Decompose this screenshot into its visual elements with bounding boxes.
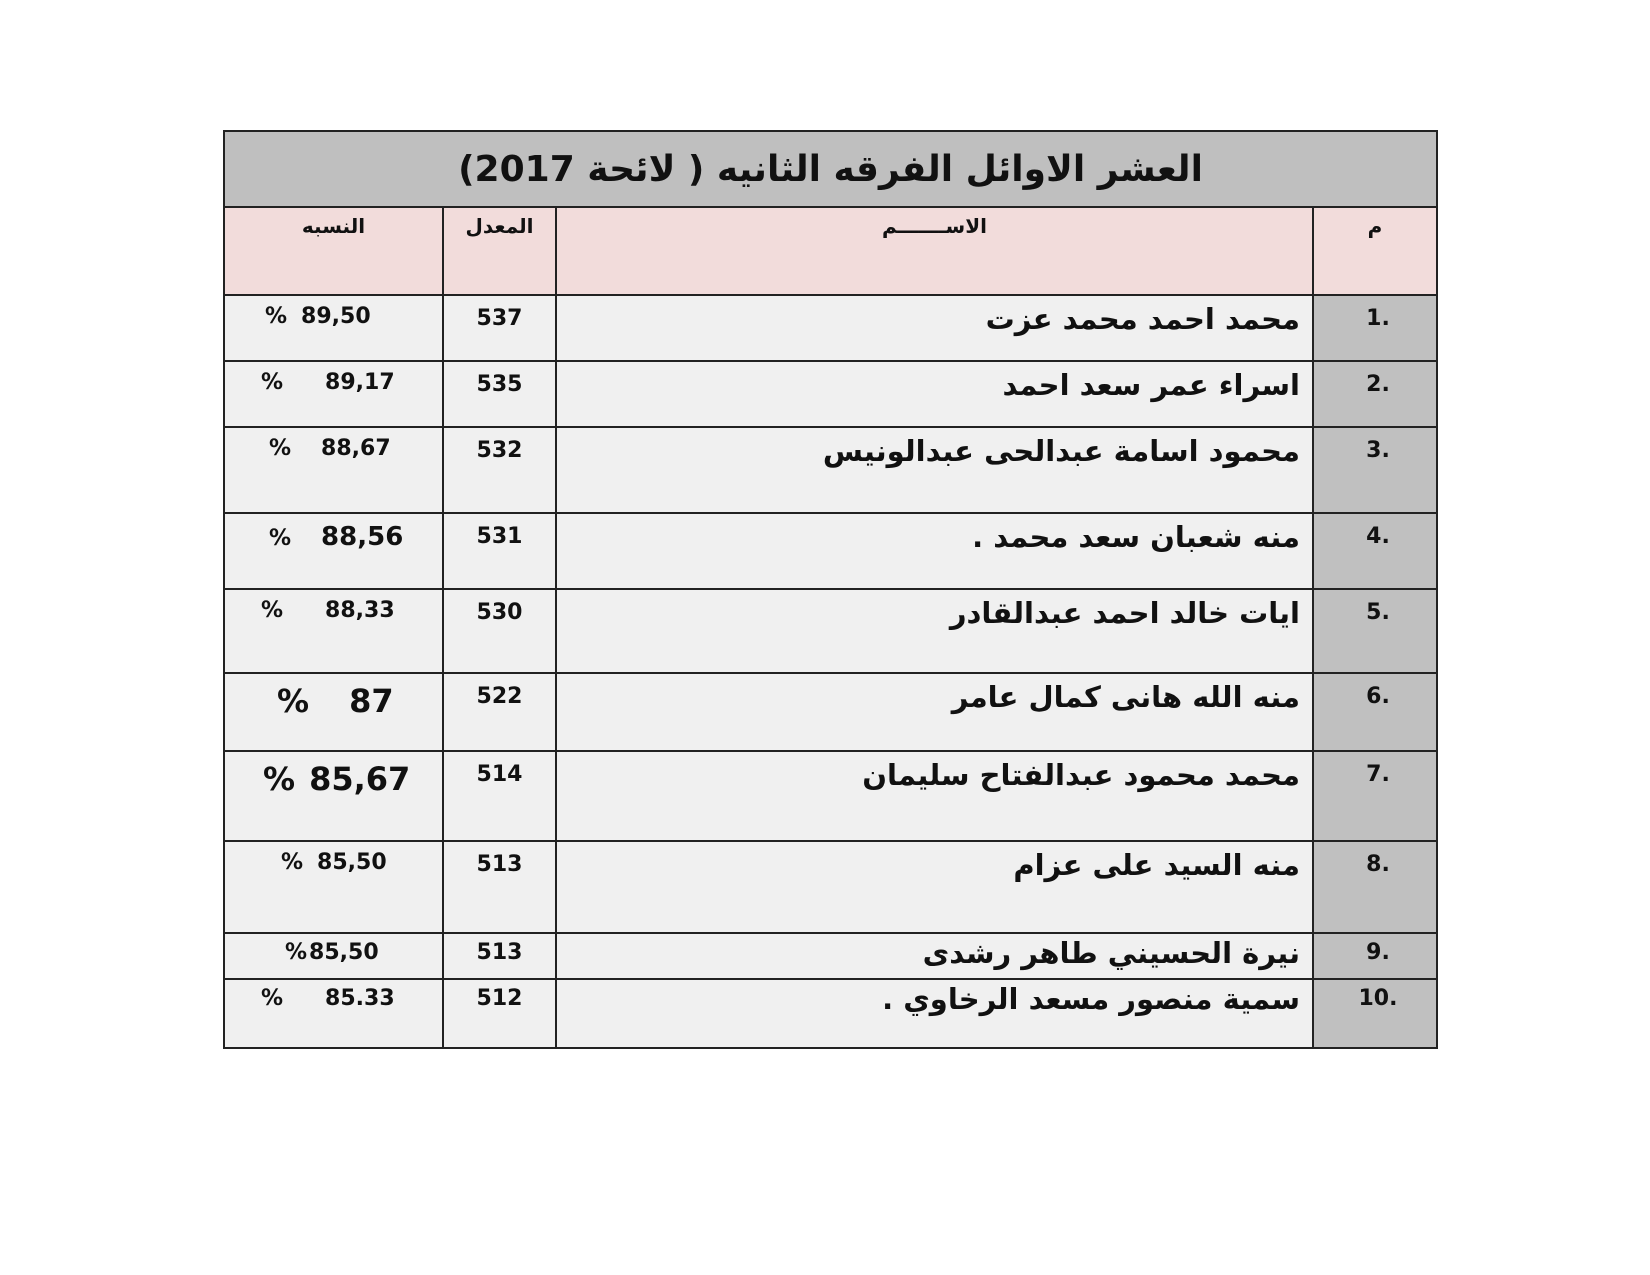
- student-name: منه شعبان سعد محمد .: [556, 513, 1313, 589]
- table-row: [225, 673, 1436, 751]
- rank-cell: 10.: [1313, 979, 1436, 1047]
- percent-cell: % 87: [225, 673, 443, 751]
- table-row: [225, 427, 1436, 513]
- header-num: م: [1313, 208, 1436, 295]
- rank-cell: 5.: [1313, 589, 1436, 673]
- rank-cell: 8.: [1313, 841, 1436, 933]
- rank-cell: 7.: [1313, 751, 1436, 841]
- table-row: [225, 751, 1436, 841]
- header-avg: المعدل: [443, 208, 556, 295]
- student-name: محمد احمد محمد عزت: [556, 295, 1313, 361]
- rank-cell: 9.: [1313, 933, 1436, 979]
- student-name: منه الله هانى كمال عامر: [556, 673, 1313, 751]
- header-pct: النسبه: [225, 208, 443, 295]
- rank-cell: 6.: [1313, 673, 1436, 751]
- table-row: [225, 513, 1436, 589]
- score-cell: 537: [443, 295, 556, 361]
- score-cell: 532: [443, 427, 556, 513]
- score-cell: 513: [443, 841, 556, 933]
- student-name: اسراء عمر سعد احمد: [556, 361, 1313, 427]
- score-cell: 535: [443, 361, 556, 427]
- rank-cell: 1.: [1313, 295, 1436, 361]
- score-cell: 522: [443, 673, 556, 751]
- student-name: سمية منصور مسعد الرخاوي .: [556, 979, 1313, 1047]
- table-row: [225, 841, 1436, 933]
- student-name: محمد محمود عبدالفتاح سليمان: [556, 751, 1313, 841]
- percent-cell: % 88,33: [225, 589, 443, 673]
- table-row: [225, 295, 1436, 361]
- header-name: الاســـــــم: [556, 208, 1313, 295]
- table-row: [225, 361, 1436, 427]
- percent-cell: % 89,17: [225, 361, 443, 427]
- table-title: العشر الاوائل الفرقه الثانيه ( لائحة 2017): [225, 132, 1436, 208]
- header-row: [225, 208, 1436, 295]
- percent-cell: %85,50: [225, 933, 443, 979]
- percent-cell: % 85,67: [225, 751, 443, 841]
- student-name: ايات خالد احمد عبدالقادر: [556, 589, 1313, 673]
- rank-cell: 2.: [1313, 361, 1436, 427]
- table-row: [225, 589, 1436, 673]
- score-cell: 512: [443, 979, 556, 1047]
- student-name: محمود اسامة عبدالحى عبدالونيس: [556, 427, 1313, 513]
- percent-cell: % 88,56: [225, 513, 443, 589]
- rank-cell: 4.: [1313, 513, 1436, 589]
- table-row: [225, 979, 1436, 1047]
- percent-cell: % 89,50: [225, 295, 443, 361]
- rank-cell: 3.: [1313, 427, 1436, 513]
- score-cell: 531: [443, 513, 556, 589]
- student-name: نيرة الحسيني طاهر رشدى: [556, 933, 1313, 979]
- score-cell: 513: [443, 933, 556, 979]
- score-cell: 530: [443, 589, 556, 673]
- ranking-table: [225, 208, 1436, 1047]
- percent-cell: % 85.33: [225, 979, 443, 1047]
- percent-cell: % 85,50: [225, 841, 443, 933]
- score-cell: 514: [443, 751, 556, 841]
- table-row: [225, 933, 1436, 979]
- percent-cell: % 88,67: [225, 427, 443, 513]
- student-name: منه السيد على عزام: [556, 841, 1313, 933]
- top-ten-table-sheet: [223, 130, 1438, 1049]
